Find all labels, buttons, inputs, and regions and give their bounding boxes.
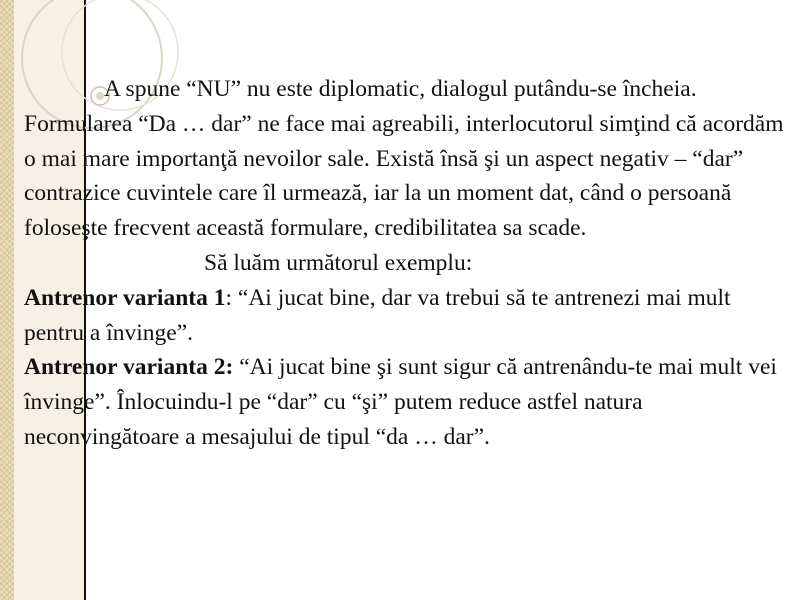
variant-1-text: : “Ai jucat bine, dar va trebui să te antrenezi mai mult pentru a învinge”. (24, 284, 731, 346)
slide-text-content (24, 72, 784, 455)
variant-2-text: “Ai jucat bine şi sunt sigur că antrenându-te mai mult vei învinge”. Înlocuindu-l pe “dar” cu “şi” putem reduce astfel natura neconvingătoare a mesajului de tipul “da … dar”. (24, 354, 777, 450)
intro-paragraph: A spune “NU” nu este diplomatic, dialogul putându-se încheia. Formularea “Da … dar” ne face mai agreabili, interlocutorul simţind că acordăm o mai mare importanţă nevoilor sale. Există însă şi un aspect negativ – “dar” contrazice cuvintele care îl urmează, iar la un moment dat, când o persoană foloseşte frecvent această formulare, credibilitatea sa scade. (24, 76, 784, 242)
variant-2-paragraph (24, 350, 784, 454)
decorative-left-band (0, 0, 14, 600)
example-heading: Să luăm următorul exemplu: (204, 249, 473, 276)
variant-2-label: Antrenor varianta 2: (24, 354, 234, 381)
variant-1-paragraph (24, 281, 784, 351)
variant-1-label: Antrenor varianta 1 (24, 284, 226, 311)
